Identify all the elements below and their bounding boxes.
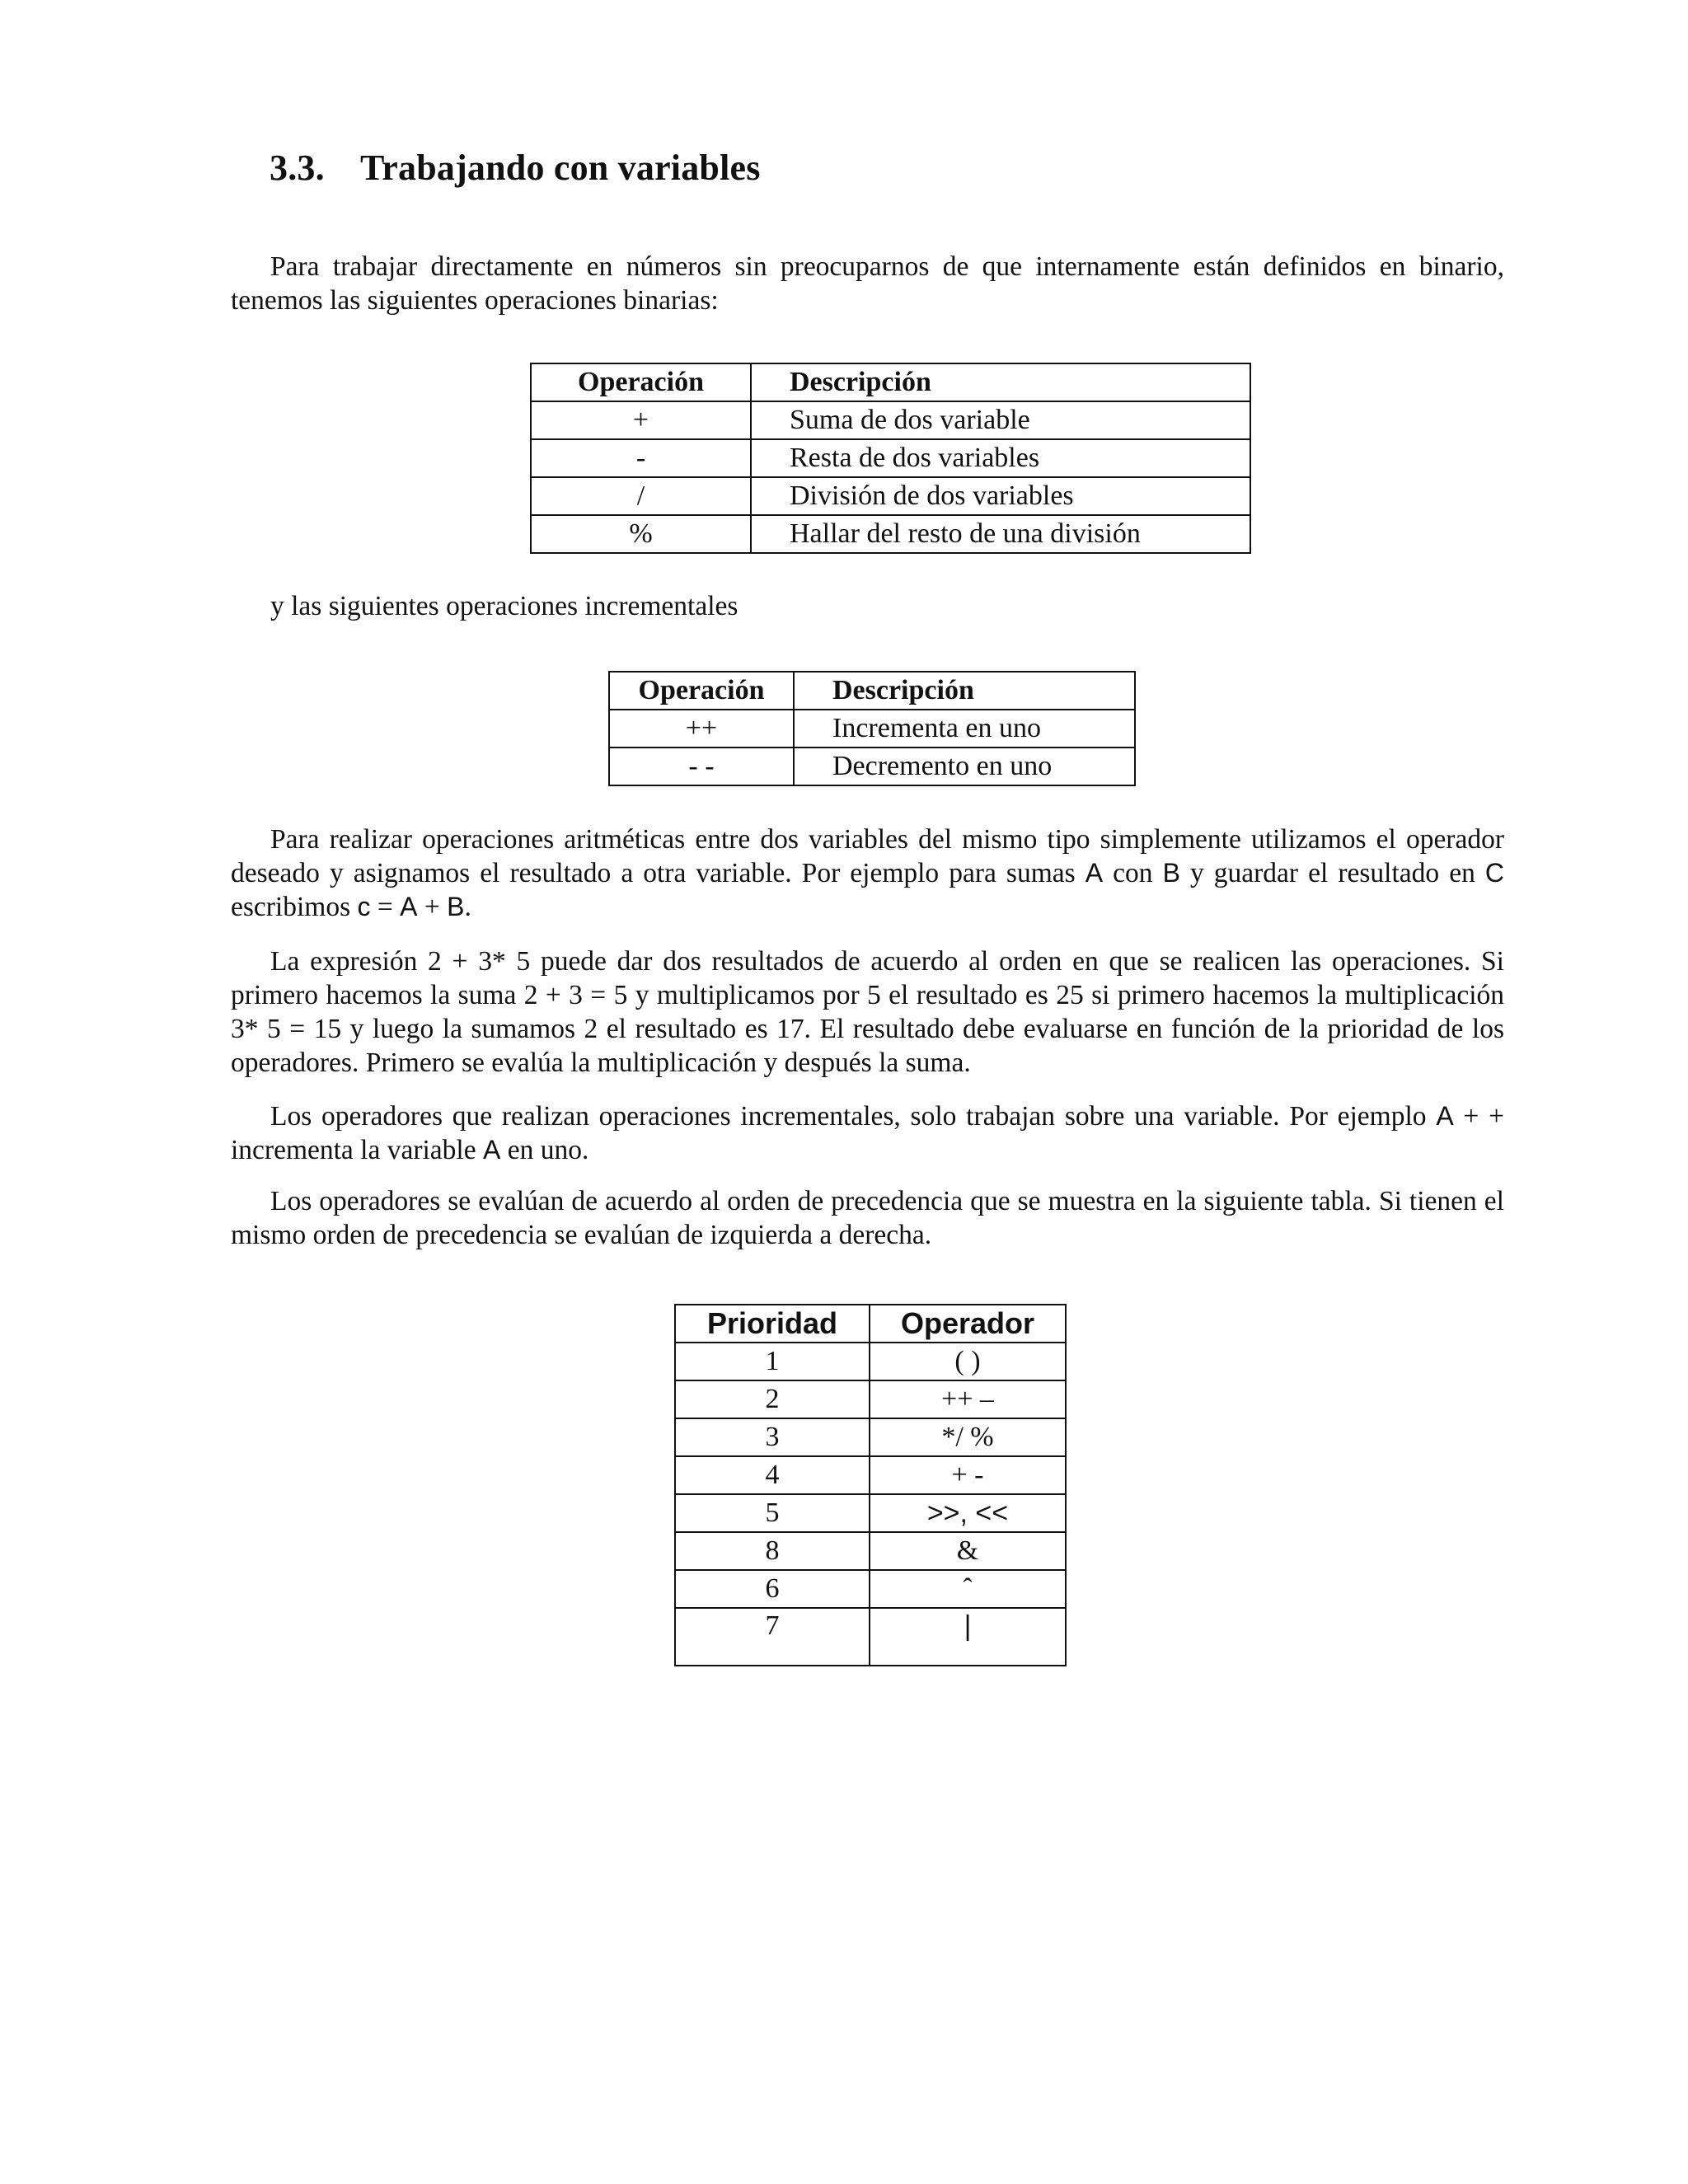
- table-row: 3 */ %: [675, 1418, 1066, 1456]
- precedence-paragraph: Los operadores se evalúan de acuerdo al orden de precedencia que se muestra en la siguiente tabla. Si tienen el mismo orden de precedencia se evalúan de izquierda a derecha.: [231, 1186, 1504, 1250]
- table-row: - - Decremento en uno: [609, 748, 1135, 785]
- precedence-table: [674, 1304, 1067, 1666]
- table-header-row: [609, 672, 1135, 710]
- expression-paragraph: La expresión 2 + 3* 5 puede dar dos resultados de acuerdo al orden en que se realicen las operaciones. Si primero hacemos la suma 2 + 3 = 5 y multiplicamos por 5 el resultado es 25 si primero hacemos la multiplicación 3* 5 = 15 y luego la sumamos 2 el resultado es 17. El resultado debe evaluarse en función de la prioridad de los operadores. Primero se evalúa la multiplicación y después la suma.: [231, 946, 1504, 1078]
- table-row: / División de dos variables: [531, 477, 1250, 515]
- column-header: Descripción: [794, 672, 1135, 710]
- incremental-intro: y las siguientes operaciones incrementales: [270, 591, 738, 621]
- intro-paragraph: Para trabajar directamente en números sin preocuparnos de que internamente están definidos en binario, tenemos las siguientes operaciones binarias:: [231, 251, 1504, 316]
- section-heading: [270, 147, 761, 189]
- column-header: Operador: [870, 1305, 1066, 1343]
- table-row: 5 >>, <<: [675, 1494, 1066, 1532]
- table-row: 7 |: [675, 1608, 1066, 1666]
- column-header: Prioridad: [675, 1305, 870, 1343]
- column-header: Descripción: [751, 363, 1250, 401]
- table-row: 8 &: [675, 1532, 1066, 1570]
- incremental-operations-table: [608, 671, 1136, 786]
- column-header: Operación: [609, 672, 794, 710]
- table-row: 2 ++ –: [675, 1380, 1066, 1418]
- table-header-row: [675, 1305, 1066, 1343]
- table-row: + Suma de dos variable: [531, 401, 1250, 439]
- table-row: 4 + -: [675, 1456, 1066, 1494]
- table-row: % Hallar del resto de una división: [531, 515, 1250, 553]
- table-row: - Resta de dos variables: [531, 439, 1250, 477]
- incremental-operators-paragraph: Los operadores que realizan operaciones incrementales, solo trabajan sobre una variable. Por ejemplo A + + incrementa la variable A en uno.: [231, 1101, 1504, 1165]
- column-header: Operación: [531, 363, 751, 401]
- section-title: Trabajando con variables: [360, 148, 761, 188]
- table-row: ++ Incrementa en uno: [609, 710, 1135, 748]
- table-row: 6 ˆ: [675, 1570, 1066, 1608]
- arithmetic-paragraph: Para realizar operaciones aritméticas entre dos variables del mismo tipo simplemente utilizamos el operador deseado y asignamos el resultado a otra variable. Por ejemplo para sumas A con B y guardar el resultado en C escribimos c = A + B.: [231, 824, 1504, 922]
- binary-operations-table: [530, 363, 1251, 554]
- section-number: 3.3.: [270, 148, 325, 188]
- table-header-row: [531, 363, 1250, 401]
- table-row: 1 ( ): [675, 1343, 1066, 1380]
